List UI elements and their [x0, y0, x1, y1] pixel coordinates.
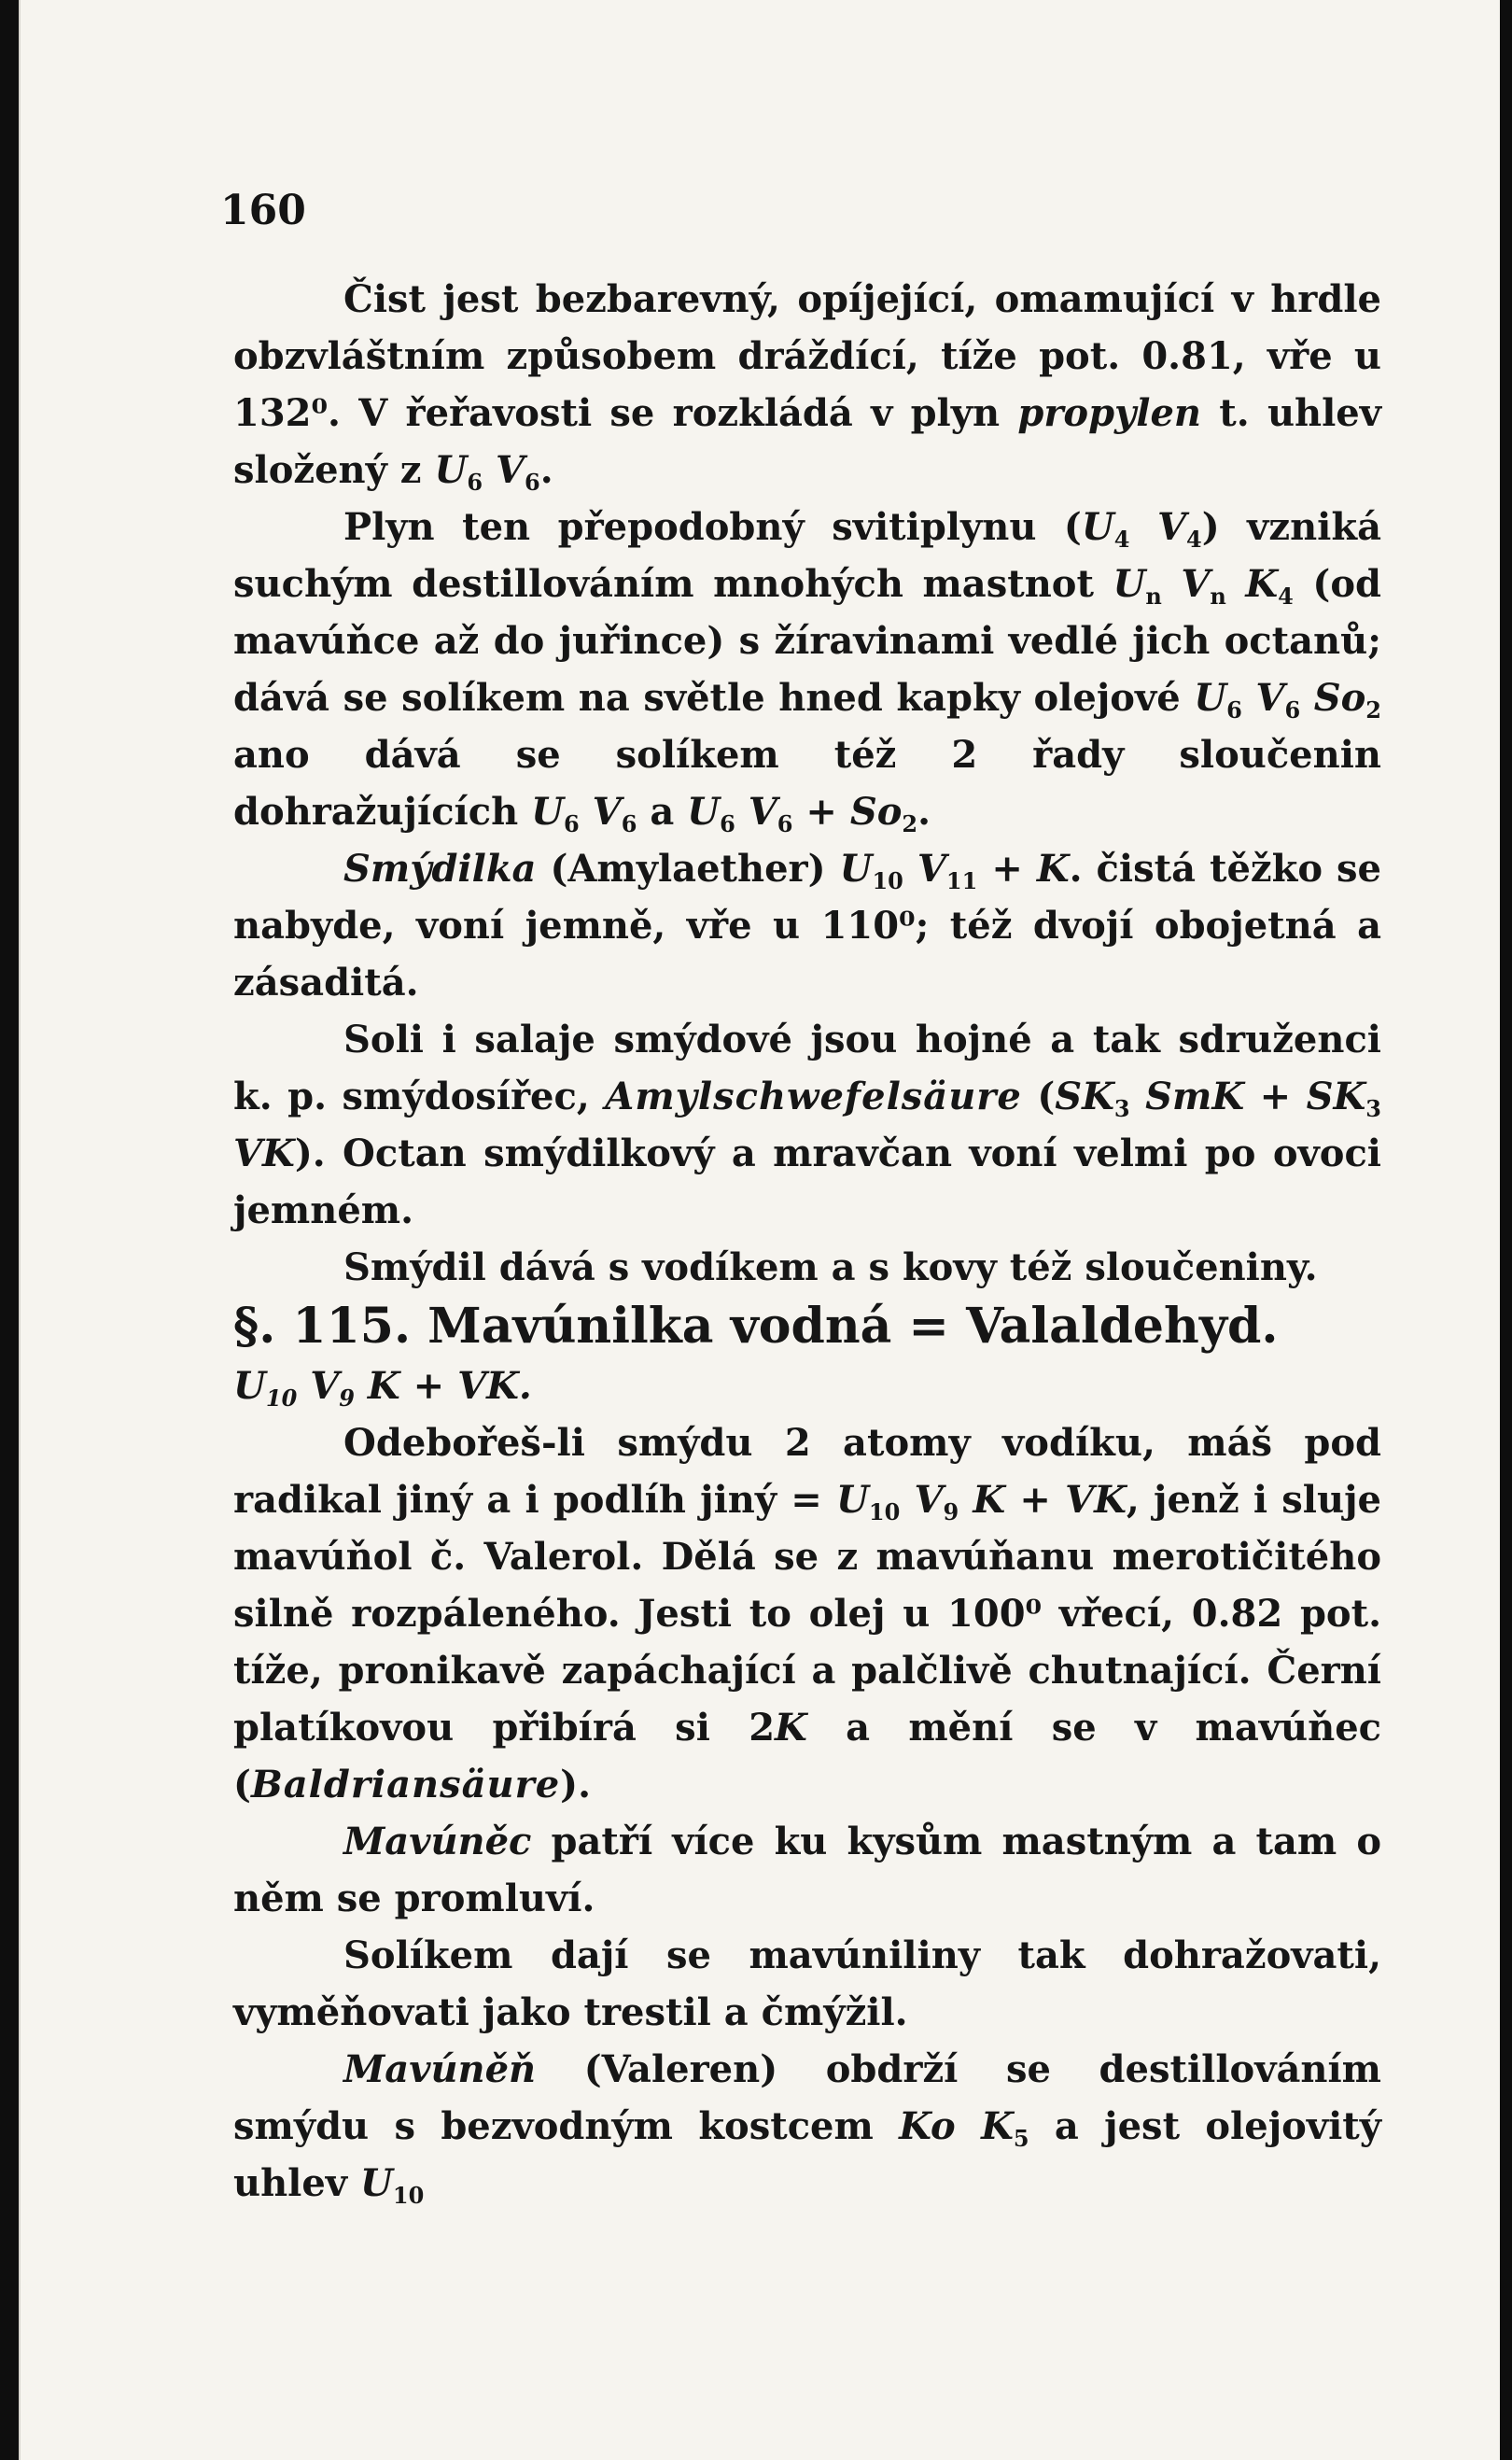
book-page [19, 0, 1500, 2460]
paragraph: Smýdilka (Amylaether) $U_{10}$ $V_{11} + K$. čistá těžko se nabyde, voní jemně, vře u 110⁰; též dvojí obojetná a zásaditá. [233, 847, 1381, 1005]
section-formula: $U_{10}$ $V_9$ K + VK. [233, 1364, 532, 1412]
paragraph: Mavúněc patří více ku kysům mastným a tam o něm se promluví. [233, 1820, 1381, 1920]
paragraph: Plyn ten přepodobný svitiplynu ($U_4$ $V_4$) vzniká suchým destillováním mnohých mastnot $U_n$ $V_n$ $K_4$ (od mavúňce až do juřince) s žíravinami vedlé jich octanů; dává se solíkem na světle hned kapky olejové $U_6$ $V_6$ $So_2$ ano dává se solíkem též 2 řady sloučenin dohražujících $U_6$ $V_6$ a $U_6$ $V_6 + So_2$. [233, 505, 1382, 837]
section-heading: §. 115. Mavúnilka vodná = Valaldehyd. [233, 1298, 1279, 1355]
paragraph: Odebořeš-li smýdu 2 atomy vodíku, máš pod radikal jiný a i podlíh jiný = $U_{10}$ $V_9$ K + VK, jenž i sluje mavúňol č. Valerol. Dělá se z mavúňanu merotičitého silně rozpáleného. Jesti to olej u 100⁰ vřecí, 0.82 pot. tíže, pronikavě zapáchající a palčlivě chutnající. Černí platíkovou přibírá si 2K a mění se v mavúňec (Baldriansäure). [233, 1421, 1381, 1806]
body-text [233, 271, 1381, 2212]
page-number: 160 [220, 187, 306, 234]
paragraph: Mavúněň (Valeren) obdrží se destillováním smýdu s bezvodným kostcem Ko $K_5$ a jest olejovitý uhlev $U_{10}$ [233, 2047, 1381, 2209]
paragraph: Soli i salaje smýdové jsou hojné a tak sdruženci k. p. smýdosířec, Amylschwefelsäure ($SK_3$ SmK + $SK_3$ VK). Octan smýdilkový a mravčan voní velmi po ovoci jemném. [233, 1018, 1381, 1232]
paragraph: Čist jest bezbarevný, opíjející, omamující v hrdle obzvláštním způsobem dráždící, tíže pot. 0.81, vře u 132⁰. V řeřavosti se rozkládá v plyn propylen t. uhlev složený z $U_6$ $V_6$. [233, 277, 1381, 496]
paragraph: Smýdil dává s vodíkem a s kovy též sloučeniny. [343, 1245, 1318, 1289]
paragraph: Solíkem dají se mavúniliny tak dohražovati, vyměňovati jako trestil a čmýžil. [233, 1933, 1381, 2034]
